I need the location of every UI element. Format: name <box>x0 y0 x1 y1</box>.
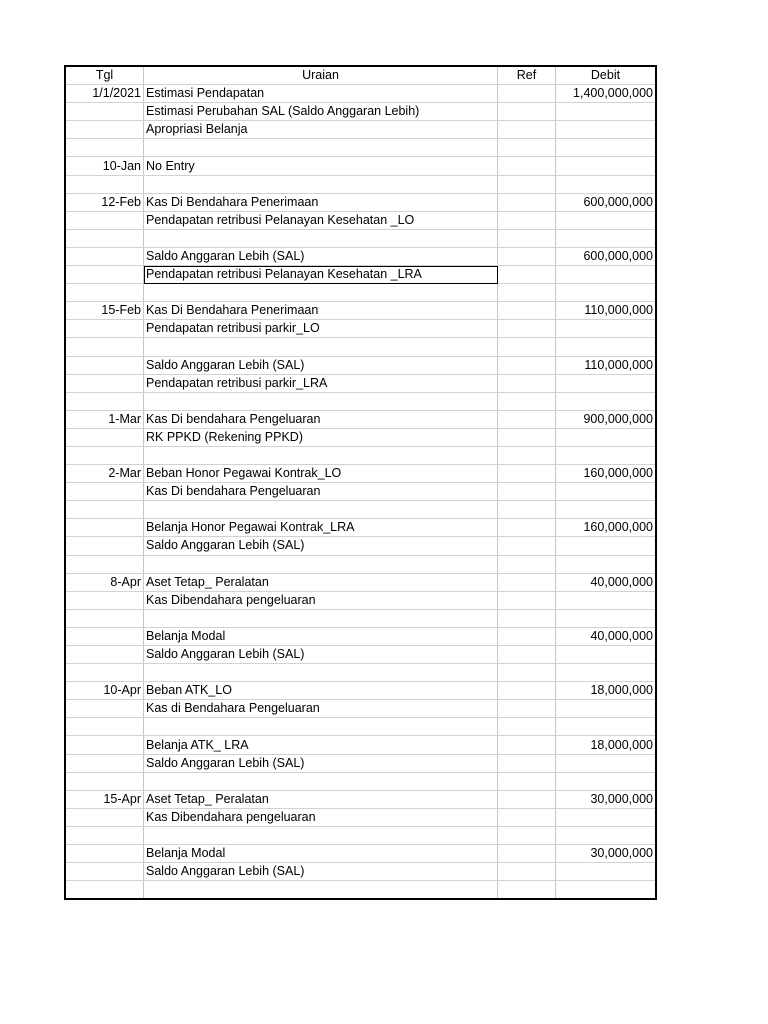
date-cell[interactable] <box>65 537 144 555</box>
debit-cell[interactable]: 30,000,000 <box>556 790 657 808</box>
description-cell[interactable]: No Entry <box>144 157 498 175</box>
debit-cell[interactable] <box>556 826 657 844</box>
debit-cell[interactable] <box>556 266 657 284</box>
description-cell[interactable] <box>144 446 498 464</box>
date-cell[interactable]: 2-Mar <box>65 465 144 483</box>
table-row <box>65 555 656 573</box>
debit-cell[interactable]: 1,400,000,000 <box>556 85 657 103</box>
table-row <box>65 410 656 428</box>
ref-cell[interactable] <box>498 537 556 555</box>
date-cell[interactable] <box>65 103 144 121</box>
table-row <box>65 85 656 103</box>
date-cell[interactable] <box>65 845 144 863</box>
date-cell[interactable] <box>65 139 144 157</box>
description-cell[interactable]: Estimasi Pendapatan <box>144 85 498 103</box>
header-ref[interactable]: Ref <box>498 66 556 85</box>
header-date[interactable]: Tgl <box>65 66 144 85</box>
table-row <box>65 573 656 591</box>
ref-cell[interactable] <box>498 664 556 682</box>
description-cell[interactable]: Kas Di Bendahara Penerimaan <box>144 302 498 320</box>
description-cell[interactable]: Belanja Modal <box>144 845 498 863</box>
date-cell[interactable] <box>65 121 144 139</box>
description-cell[interactable]: Pendapatan retribusi Pelanayan Kesehatan _LRA <box>144 266 498 284</box>
debit-cell[interactable] <box>556 103 657 121</box>
ref-cell[interactable] <box>498 193 556 211</box>
description-cell[interactable]: Saldo Anggaran Lebih (SAL) <box>144 537 498 555</box>
ref-cell[interactable] <box>498 682 556 700</box>
description-cell[interactable] <box>144 826 498 844</box>
table-row <box>65 247 656 265</box>
date-cell[interactable] <box>65 609 144 627</box>
date-cell[interactable] <box>65 519 144 537</box>
description-cell[interactable]: Kas Dibendahara pengeluaran <box>144 808 498 826</box>
debit-cell[interactable]: 30,000,000 <box>556 845 657 863</box>
journal-table <box>64 65 657 900</box>
table-row <box>65 428 656 446</box>
ref-cell[interactable] <box>498 85 556 103</box>
ref-cell[interactable] <box>498 338 556 356</box>
debit-cell[interactable] <box>556 483 657 501</box>
ref-cell[interactable] <box>498 410 556 428</box>
description-cell[interactable] <box>144 139 498 157</box>
date-cell[interactable]: 15-Feb <box>65 302 144 320</box>
description-cell[interactable]: Kas di Bendahara Pengeluaran <box>144 700 498 718</box>
ref-cell[interactable] <box>498 826 556 844</box>
date-cell[interactable]: 10-Apr <box>65 682 144 700</box>
ref-cell[interactable] <box>498 247 556 265</box>
table-row <box>65 863 656 881</box>
ref-cell[interactable] <box>498 863 556 881</box>
description-cell[interactable]: Kas Di bendahara Pengeluaran <box>144 410 498 428</box>
debit-cell[interactable] <box>556 537 657 555</box>
description-cell[interactable]: Pendapatan retribusi Pelanayan Kesehatan _LO <box>144 211 498 229</box>
description-cell[interactable] <box>144 392 498 410</box>
ref-cell[interactable] <box>498 881 556 900</box>
debit-cell[interactable] <box>556 229 657 247</box>
table-row <box>65 664 656 682</box>
description-cell[interactable] <box>144 338 498 356</box>
description-cell[interactable]: Pendapatan retribusi parkir_LO <box>144 320 498 338</box>
debit-cell[interactable] <box>556 121 657 139</box>
table-row <box>65 627 656 645</box>
ref-cell[interactable] <box>498 501 556 519</box>
debit-cell[interactable]: 110,000,000 <box>556 302 657 320</box>
ref-cell[interactable] <box>498 374 556 392</box>
date-cell[interactable] <box>65 446 144 464</box>
ref-cell[interactable] <box>498 302 556 320</box>
description-cell[interactable]: Saldo Anggaran Lebih (SAL) <box>144 247 498 265</box>
header-row <box>65 66 656 85</box>
ref-cell[interactable] <box>498 555 556 573</box>
table-row <box>65 808 656 826</box>
table-row <box>65 501 656 519</box>
date-cell[interactable] <box>65 374 144 392</box>
debit-cell[interactable]: 160,000,000 <box>556 519 657 537</box>
table-row <box>65 718 656 736</box>
table-row <box>65 121 656 139</box>
table-row <box>65 591 656 609</box>
description-cell[interactable]: Saldo Anggaran Lebih (SAL) <box>144 863 498 881</box>
debit-cell[interactable] <box>556 700 657 718</box>
description-cell[interactable]: Saldo Anggaran Lebih (SAL) <box>144 356 498 374</box>
ref-cell[interactable] <box>498 320 556 338</box>
date-cell[interactable] <box>65 338 144 356</box>
date-cell[interactable] <box>65 808 144 826</box>
date-cell[interactable]: 1-Mar <box>65 410 144 428</box>
ref-cell[interactable] <box>498 609 556 627</box>
debit-cell[interactable]: 600,000,000 <box>556 247 657 265</box>
debit-cell[interactable]: 900,000,000 <box>556 410 657 428</box>
date-cell[interactable] <box>65 736 144 754</box>
date-cell[interactable]: 15-Apr <box>65 790 144 808</box>
description-cell[interactable]: Belanja Modal <box>144 627 498 645</box>
ref-cell[interactable] <box>498 754 556 772</box>
table-row <box>65 266 656 284</box>
date-cell[interactable] <box>65 392 144 410</box>
date-cell[interactable]: 1/1/2021 <box>65 85 144 103</box>
description-cell[interactable]: Pendapatan retribusi parkir_LRA <box>144 374 498 392</box>
date-cell[interactable] <box>65 718 144 736</box>
table-row <box>65 193 656 211</box>
table-row <box>65 790 656 808</box>
header-description[interactable]: Uraian <box>144 66 498 85</box>
debit-cell[interactable]: 40,000,000 <box>556 573 657 591</box>
debit-cell[interactable] <box>556 772 657 790</box>
ref-cell[interactable] <box>498 139 556 157</box>
journal-body <box>65 66 656 899</box>
description-cell[interactable] <box>144 772 498 790</box>
date-cell[interactable] <box>65 826 144 844</box>
ref-cell[interactable] <box>498 772 556 790</box>
table-row <box>65 320 656 338</box>
table-row <box>65 139 656 157</box>
date-cell[interactable] <box>65 175 144 193</box>
description-cell[interactable]: Kas Dibendahara pengeluaran <box>144 591 498 609</box>
debit-cell[interactable] <box>556 591 657 609</box>
ref-cell[interactable] <box>498 428 556 446</box>
description-cell[interactable]: Apropriasi Belanja <box>144 121 498 139</box>
ref-cell[interactable] <box>498 591 556 609</box>
debit-cell[interactable] <box>556 392 657 410</box>
date-cell[interactable]: 10-Jan <box>65 157 144 175</box>
date-cell[interactable]: 8-Apr <box>65 573 144 591</box>
ref-cell[interactable] <box>498 465 556 483</box>
description-cell[interactable] <box>144 609 498 627</box>
table-row <box>65 772 656 790</box>
table-row <box>65 483 656 501</box>
date-cell[interactable] <box>65 555 144 573</box>
description-cell[interactable] <box>144 229 498 247</box>
table-row <box>65 682 656 700</box>
table-row <box>65 446 656 464</box>
description-cell[interactable] <box>144 175 498 193</box>
ref-cell[interactable] <box>498 157 556 175</box>
table-row <box>65 845 656 863</box>
ref-cell[interactable] <box>498 483 556 501</box>
table-row <box>65 392 656 410</box>
debit-cell[interactable] <box>556 139 657 157</box>
debit-cell[interactable] <box>556 609 657 627</box>
debit-cell[interactable] <box>556 428 657 446</box>
table-row <box>65 736 656 754</box>
date-cell[interactable] <box>65 356 144 374</box>
description-cell[interactable]: Estimasi Perubahan SAL (Saldo Anggaran Lebih) <box>144 103 498 121</box>
debit-cell[interactable] <box>556 501 657 519</box>
ref-cell[interactable] <box>498 284 556 302</box>
debit-cell[interactable] <box>556 646 657 664</box>
ref-cell[interactable] <box>498 646 556 664</box>
table-row <box>65 356 656 374</box>
debit-cell[interactable] <box>556 754 657 772</box>
table-row <box>65 103 656 121</box>
description-cell[interactable]: Saldo Anggaran Lebih (SAL) <box>144 646 498 664</box>
table-row <box>65 284 656 302</box>
ref-cell[interactable] <box>498 519 556 537</box>
table-row <box>65 700 656 718</box>
table-row <box>65 229 656 247</box>
debit-cell[interactable]: 18,000,000 <box>556 736 657 754</box>
description-cell[interactable]: Aset Tetap_ Peralatan <box>144 573 498 591</box>
date-cell[interactable]: 12-Feb <box>65 193 144 211</box>
description-cell[interactable]: Kas Di bendahara Pengeluaran <box>144 483 498 501</box>
date-cell[interactable] <box>65 501 144 519</box>
description-cell[interactable]: Belanja Honor Pegawai Kontrak_LRA <box>144 519 498 537</box>
ref-cell[interactable] <box>498 573 556 591</box>
description-cell[interactable] <box>144 881 498 900</box>
debit-cell[interactable] <box>556 320 657 338</box>
debit-cell[interactable] <box>556 718 657 736</box>
date-cell[interactable] <box>65 428 144 446</box>
ref-cell[interactable] <box>498 229 556 247</box>
description-cell[interactable]: Beban ATK_LO <box>144 682 498 700</box>
description-cell[interactable] <box>144 664 498 682</box>
ref-cell[interactable] <box>498 446 556 464</box>
ref-cell[interactable] <box>498 211 556 229</box>
debit-cell[interactable]: 160,000,000 <box>556 465 657 483</box>
ref-cell[interactable] <box>498 266 556 284</box>
date-cell[interactable] <box>65 627 144 645</box>
date-cell[interactable] <box>65 591 144 609</box>
description-cell[interactable]: Saldo Anggaran Lebih (SAL) <box>144 754 498 772</box>
table-row <box>65 881 656 900</box>
table-row <box>65 157 656 175</box>
ref-cell[interactable] <box>498 845 556 863</box>
debit-cell[interactable] <box>556 211 657 229</box>
debit-cell[interactable] <box>556 374 657 392</box>
date-cell[interactable] <box>65 211 144 229</box>
debit-cell[interactable] <box>556 555 657 573</box>
table-row <box>65 754 656 772</box>
description-cell[interactable]: Beban Honor Pegawai Kontrak_LO <box>144 465 498 483</box>
ref-cell[interactable] <box>498 736 556 754</box>
date-cell[interactable] <box>65 881 144 900</box>
date-cell[interactable] <box>65 700 144 718</box>
table-row <box>65 302 656 320</box>
ref-cell[interactable] <box>498 700 556 718</box>
table-row <box>65 826 656 844</box>
table-row <box>65 175 656 193</box>
date-cell[interactable] <box>65 266 144 284</box>
table-row <box>65 609 656 627</box>
debit-cell[interactable] <box>556 284 657 302</box>
ref-cell[interactable] <box>498 103 556 121</box>
ref-cell[interactable] <box>498 627 556 645</box>
ref-cell[interactable] <box>498 356 556 374</box>
table-row <box>65 465 656 483</box>
ref-cell[interactable] <box>498 808 556 826</box>
debit-cell[interactable]: 18,000,000 <box>556 682 657 700</box>
ref-cell[interactable] <box>498 175 556 193</box>
date-cell[interactable] <box>65 772 144 790</box>
table-row <box>65 338 656 356</box>
description-cell[interactable]: Kas Di Bendahara Penerimaan <box>144 193 498 211</box>
debit-cell[interactable]: 600,000,000 <box>556 193 657 211</box>
debit-cell[interactable] <box>556 446 657 464</box>
date-cell[interactable] <box>65 229 144 247</box>
debit-cell[interactable] <box>556 808 657 826</box>
debit-cell[interactable] <box>556 175 657 193</box>
table-row <box>65 646 656 664</box>
date-cell[interactable] <box>65 664 144 682</box>
date-cell[interactable] <box>65 284 144 302</box>
ref-cell[interactable] <box>498 718 556 736</box>
description-cell[interactable] <box>144 501 498 519</box>
date-cell[interactable] <box>65 646 144 664</box>
ref-cell[interactable] <box>498 790 556 808</box>
debit-cell[interactable] <box>556 881 657 900</box>
description-cell[interactable] <box>144 718 498 736</box>
description-cell[interactable] <box>144 284 498 302</box>
description-cell[interactable]: RK PPKD (Rekening PPKD) <box>144 428 498 446</box>
table-row <box>65 374 656 392</box>
debit-cell[interactable] <box>556 157 657 175</box>
header-debit[interactable]: Debit <box>556 66 657 85</box>
table-row <box>65 211 656 229</box>
debit-cell[interactable] <box>556 863 657 881</box>
table-row <box>65 537 656 555</box>
description-cell[interactable]: Belanja ATK_ LRA <box>144 736 498 754</box>
date-cell[interactable] <box>65 247 144 265</box>
debit-cell[interactable] <box>556 338 657 356</box>
debit-cell[interactable]: 40,000,000 <box>556 627 657 645</box>
table-row <box>65 519 656 537</box>
date-cell[interactable] <box>65 320 144 338</box>
description-cell[interactable]: Aset Tetap_ Peralatan <box>144 790 498 808</box>
description-cell[interactable] <box>144 555 498 573</box>
date-cell[interactable] <box>65 754 144 772</box>
debit-cell[interactable]: 110,000,000 <box>556 356 657 374</box>
ref-cell[interactable] <box>498 121 556 139</box>
debit-cell[interactable] <box>556 664 657 682</box>
date-cell[interactable] <box>65 483 144 501</box>
date-cell[interactable] <box>65 863 144 881</box>
ref-cell[interactable] <box>498 392 556 410</box>
